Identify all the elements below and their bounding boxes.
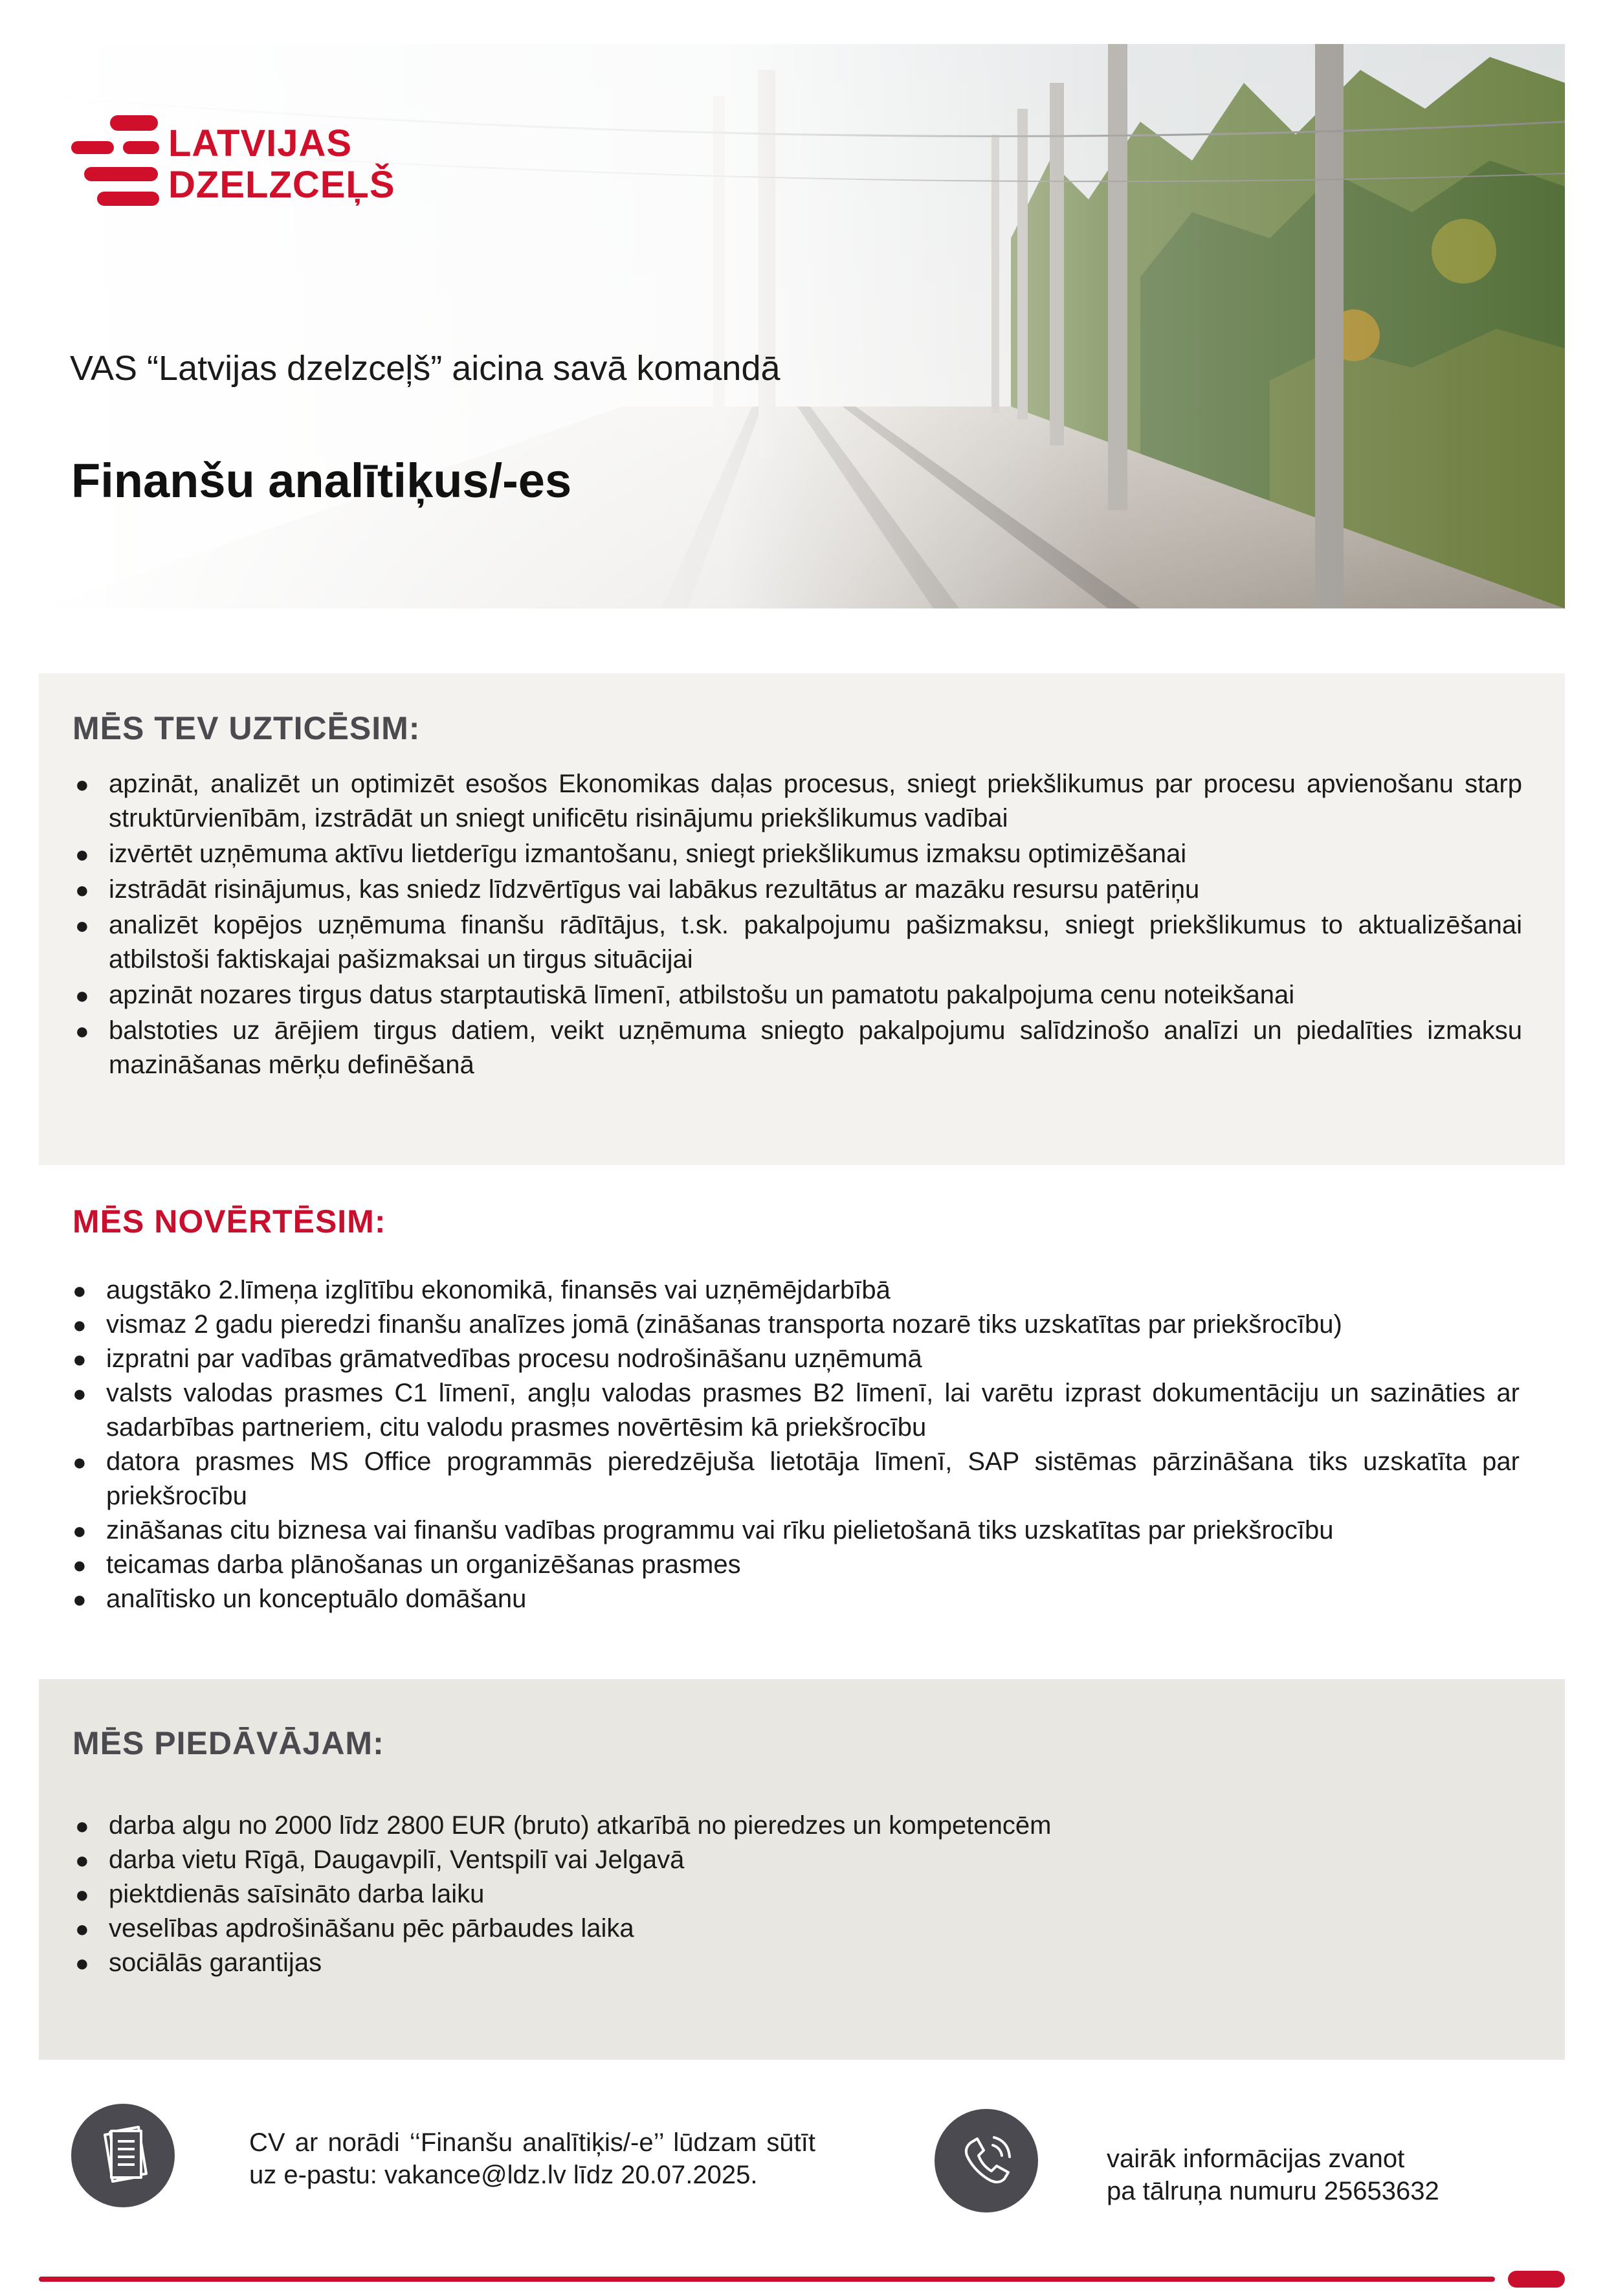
list-item: ● valsts valodas prasmes C1 līmenī, angļu valodas prasmes B2 līmenī, lai varētu izprast dokumentāciju un sazināties ar sadarbības partneriem, citu valodu prasmes novērtēsim kā priekšrocību — [70, 1376, 1520, 1445]
list-item: ● darba vietu Rīgā, Daugavpilī, Ventspilī vai Jelgavā — [72, 1843, 1302, 1877]
footer-divider — [39, 2277, 1495, 2282]
bullet-icon: ● — [72, 1586, 87, 1612]
intro-text: VAS “Latvijas dzelzceļš” aicina savā komandā — [70, 349, 780, 388]
list-item: ● balstoties uz ārējiem tirgus datiem, veikt uzņēmuma sniegto pakalpojumu salīdzinošo analīzi un piedalīties izmaksu mazināšanas mērķu definēšanā — [72, 1014, 1522, 1082]
responsibilities-list — [72, 767, 1522, 1084]
list-item: ● analītisko un konceptuālo domāšanu — [70, 1582, 1520, 1616]
footer-accent — [1508, 2271, 1565, 2288]
bullet-icon: ● — [72, 1517, 87, 1544]
list-item: ● veselības apdrošināšanu pēc pārbaudes laika — [72, 1911, 1302, 1946]
bullet-icon: ● — [72, 1552, 87, 1578]
bullet-icon: ● — [72, 1346, 87, 1372]
list-item: ● analizēt kopējos uzņēmuma finanšu rādītājus, t.sk. pakalpojumu pašizmaksu, sniegt priekšlikumus to aktualizēšanai atbilstoši faktiskajai pašizmaksai un tirgus situācijai — [72, 908, 1522, 977]
list-item: ● izstrādāt risinājumus, kas sniedz līdzvērtīgus vai labākus rezultātus ar mazāku resursu patēriņu — [72, 873, 1522, 907]
bullet-icon: ● — [75, 1018, 89, 1044]
bullet-icon: ● — [75, 912, 89, 939]
bullet-icon: ● — [75, 1915, 89, 1942]
responsibilities-heading: MĒS TEV UZTICĒSIM: — [72, 710, 421, 746]
bullet-icon: ● — [72, 1449, 87, 1475]
bullet-icon: ● — [75, 1881, 89, 1908]
requirements-list — [70, 1273, 1520, 1616]
bullet-icon: ● — [72, 1380, 87, 1407]
bullet-icon: ● — [75, 1950, 89, 1976]
bullet-icon: ● — [72, 1311, 87, 1338]
offer-list — [72, 1809, 1302, 1980]
logo-mark-icon — [71, 110, 162, 220]
bullet-icon: ● — [75, 771, 89, 797]
bullet-icon: ● — [75, 841, 89, 867]
list-item: ● izvērtēt uzņēmuma aktīvu lietderīgu izmantošanu, sniegt priekšlikumus izmaksu optimizēšanai — [72, 837, 1522, 871]
phone-info — [1107, 2143, 1439, 2207]
list-item: ● piektdienās saīsināto darba laiku — [72, 1877, 1302, 1911]
logo-line-2: DZELZCEĻŠ — [168, 164, 395, 206]
document-stack-icon — [71, 2104, 175, 2207]
bullet-icon: ● — [75, 982, 89, 1009]
phone-info-line-2: pa tālruņa numuru 25653632 — [1107, 2177, 1439, 2205]
phone-call-icon — [935, 2109, 1038, 2212]
bullet-icon: ● — [75, 876, 89, 903]
list-item: ● vismaz 2 gadu pieredzi finanšu analīzes jomā (zināšanas transporta nozarē tiks uzskatītas par priekšrocību) — [70, 1308, 1520, 1342]
list-item: ● zināšanas citu biznesa vai finanšu vadības programmu vai rīku pielietošanā tiks uzskatītas par priekšrocību — [70, 1513, 1520, 1548]
offer-heading: MĒS PIEDĀVĀJAM: — [72, 1725, 384, 1761]
logo-line-1: LATVIJAS — [168, 122, 353, 164]
list-item: ● datora prasmes MS Office programmās pieredzējuša lietotāja līmenī, SAP sistēmas pārzināšana tiks uzskatīta par priekšrocību — [70, 1445, 1520, 1513]
list-item: ● teicamas darba plānošanas un organizēšanas prasmes — [70, 1548, 1520, 1582]
bullet-icon: ● — [75, 1847, 89, 1873]
cv-instructions: CV ar norādi ‘‘Finanšu analītiķis/-e’’ lūdzam sūtīt uz e-pastu: vakance@ldz.lv līdz 20.07.2025. — [249, 2128, 815, 2189]
list-item: ● apzināt, analizēt un optimizēt esošos Ekonomikas daļas procesus, sniegt priekšlikumus par procesu apvienošanu starp struktūrvienībām, izstrādāt un sniegt unificētu risinājumu priekšlikumus vadībai — [72, 767, 1522, 836]
list-item: ● sociālās garantijas — [72, 1946, 1302, 1980]
page-title: Finanšu analītiķus/-es — [71, 454, 572, 507]
list-item: ● darba algu no 2000 līdz 2800 EUR (bruto) atkarībā no pieredzes un kompetencēm — [72, 1809, 1302, 1843]
list-item: ● apzināt nozares tirgus datus starptautiskā līmenī, atbilstošu un pamatotu pakalpojuma cenu noteikšanai — [72, 978, 1522, 1012]
list-item: ● izpratni par vadības grāmatvedības procesu nodrošināšanu uzņēmumā — [70, 1342, 1520, 1376]
phone-info-line-1: vairāk informācijas zvanot — [1107, 2145, 1405, 2173]
bullet-icon: ● — [72, 1277, 87, 1304]
list-item: ● augstāko 2.līmeņa izglītību ekonomikā, finansēs vai uzņēmējdarbībā — [70, 1273, 1520, 1308]
logo-wordmark — [168, 123, 395, 206]
bullet-icon: ● — [75, 1812, 89, 1839]
company-logo — [71, 110, 408, 220]
requirements-heading: MĒS NOVĒRTĒSIM: — [72, 1203, 386, 1240]
